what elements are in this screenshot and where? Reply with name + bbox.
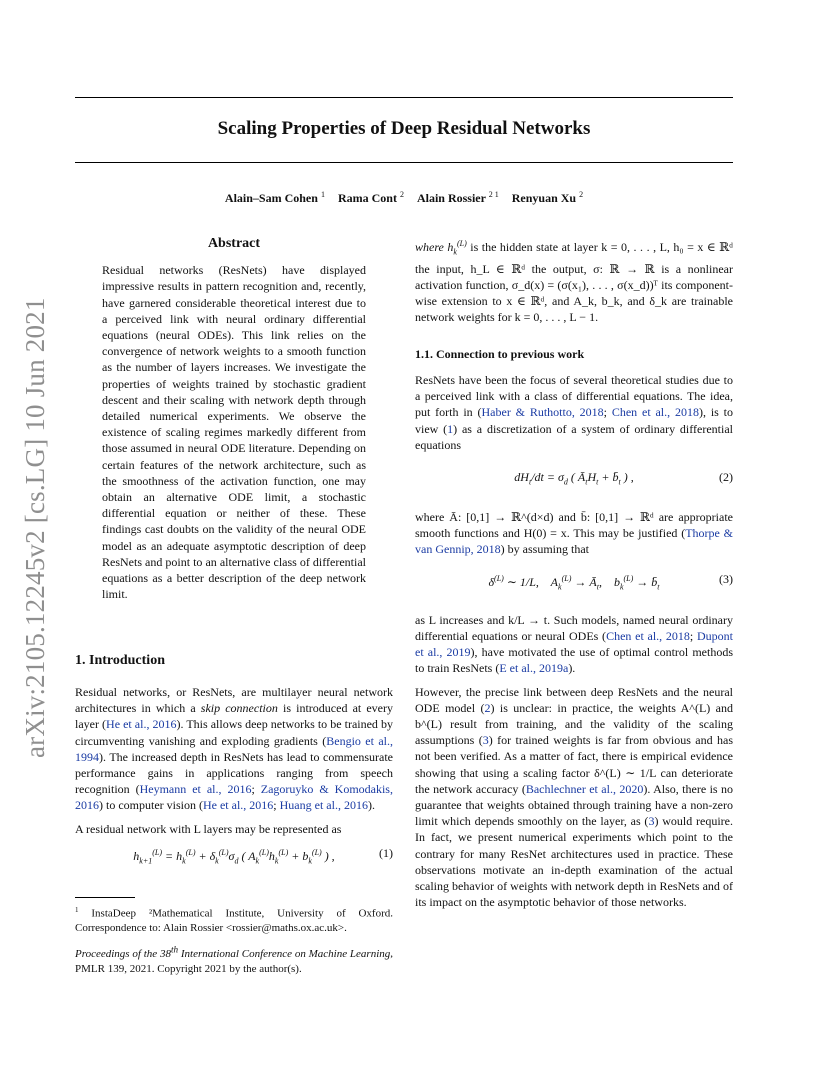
equation-number: (3) (719, 572, 733, 587)
equation-ref-link[interactable]: 3 (482, 733, 489, 748)
where-paragraph: where $h_k^{(L)}$ is the hidden state at layer k = 0, . . . , L, h₀ = x ∈ ℝᵈ the input, h_L ∈ ℝᵈ the output, σ: ℝ → ℝ is a nonlinear activation function, σ_d(x) = (σ(x₁), . . . , σ(x_d))ᵀ its component-wise extension to x ∈ ℝᵈ, and A_k, b_k, and δ_k are trainable network weights for k = 0, . . . , L − 1. (415, 239, 733, 325)
citation-link[interactable]: Huang et al., 2016 (279, 798, 368, 813)
author-list (75, 190, 733, 206)
author: Renyuan Xu $^2$ (511, 190, 584, 205)
citation-link[interactable]: Bachlechner et al., 2020 (525, 781, 644, 796)
equation-number: (2) (719, 470, 733, 485)
arxiv-stamp: arXiv:2105.12245v2 [cs.LG] 10 Jun 2021 (20, 297, 50, 758)
equation-3: $\delta^{(L)}$ ∼ 1/L, $A_k^{(L)}$ → $Ā_t$, $b_k^{(L)}$ → $b̄_t$ (3) (488, 572, 733, 592)
abstract-heading: Abstract (207, 236, 261, 251)
citation-link[interactable]: E et al., 2019a (499, 661, 569, 676)
author: Rama Cont $^2$ (337, 190, 404, 205)
equation-ref-link[interactable]: 3 (648, 814, 655, 829)
equation-number: (1) (379, 845, 393, 860)
abstract-text: Residual networks (ResNets) have displayed impressive results in pattern recognition and, recently, have garnered considerable theoretical interest due to a perceived link with neural ordinary differential equations (neural ODEs). This link relies on the convergence of network weights to a smooth function as the number of layers increases. We investigate the properties of weights trained by stochastic gradient descent and their scaling with network depth through detailed numerical experiments. We observe the existence of scaling regimes markedly different from those assumed in neural ODE literature. Depending on certain features of the network architecture, such as the smoothness of the activation function, one may obtain an alternative ODE limit, a stochastic differential equation or neither of these. These findings cast doubts on the validity of the neural ODE model as an adequate asymptotic description of deep ResNets and point to an alternative class of differential equations as a better description of the deep network limit. (102, 263, 366, 602)
intro-heading: 1. Introduction (75, 653, 165, 668)
body-paragraph: where Ā: [0,1] → ℝ^(d×d) and b̄: [0,1] → ℝᵈ are appropriate smooth functions and H(0) = x. This may be justified (Thorpe & van Gennip, 2018) by assuming that (415, 509, 733, 557)
citation-link[interactable]: Chen et al., 2018 (611, 405, 699, 420)
previous-work-section (415, 372, 733, 917)
author: Alain Rossier $^{2 1}$ (416, 190, 499, 205)
proceedings-note: Proceedings of the 38th International Conference on Machine Learning, PMLR 139, 2021. Copyright 2021 by the author(s). (75, 944, 393, 975)
intro-paragraph: Residual networks, or ResNets, are multilayer neural network architectures in which a skip connection is introduced at every layer (He et al., 2016). This allows deep networks to be trained by circumventing vanishing and exploding gradients (Bengio et al., 1994). The increased depth in ResNets has lead to commensurate performance gains in applications ranging from speech recognition (Heymann et al., 2016; Zagoruyko & Komodakis, 2016) to computer vision (He et al., 2016; Huang et al., 2016). (75, 685, 394, 813)
citation-link[interactable]: Zagoruyko & Komodakis, 2016 (75, 782, 393, 813)
body-paragraph: However, the precise link between deep ResNets and the neural ODE model (2) is unclear: in practice, the weights A^(L) and b^(L) result from training, and the validity of the scaling assumptions (3) for trained weights is far from obvious and has not been verified. As a matter of fact, there is empirical evidence showing that using a scaling factor δ^(L) ∼ 1/L can deteriorate the network accuracy (Bachlechner et al., 2020). Also, there is no guarantee that weights obtained through training have a non-zero limit which depends smoothly on the layer, as (3) would require. In fact, we present numerical experiments which point to the contrary for many ResNet architectures used in practice. These observations motivate an in-depth examination of the actual scaling behavior of weights with network depth in ResNets and of its impact on the asymptotic behavior of those networks. (415, 684, 734, 910)
paper-title: Scaling Properties of Deep Residual Networks (217, 118, 591, 139)
subsection-heading: 1.1. Connection to previous work (415, 347, 585, 361)
footnote-rule (75, 897, 135, 898)
abstract-section (75, 236, 393, 602)
body-paragraph: ResNets have been the focus of several theoretical studies due to a perceived link with a class of differential equations. The idea, put forth in (Haber & Ruthotto, 2018; Chen et al., 2018), is to view (1) as a discretization of a system of ordinary differential equations (415, 373, 733, 452)
body-paragraph: as L increases and k/L → t. Such models, named neural ordinary differential equations or neural ODEs (Chen et al., 2018; Dupont et al., 2019), have motivated the use of optimal control methods to train ResNets (E et al., 2019a). (415, 612, 734, 676)
title-rule-top (75, 97, 733, 98)
intro-section (75, 684, 393, 879)
author: Alain–Sam Cohen $^1$ (224, 190, 325, 205)
equation-ref-link[interactable]: 1 (447, 421, 454, 436)
citation-link[interactable]: Bengio et al., 1994 (75, 733, 393, 764)
footnote: $^1$ InstaDeep ²Mathematical Institute, University of Oxford. Correspondence to: Alain Rossier <rossier@maths.ox.ac.uk>. (75, 906, 393, 934)
citation-link[interactable]: Chen et al., 2018 (606, 629, 690, 644)
intro-paragraph: A residual network with L layers may be represented as (75, 821, 342, 836)
equation-1: $h_{k+1}^{(L)} = h_k^{(L)} + \delta_k^{(L)}\sigma_d$ ( $A_k^{(L)}h_k^{(L)} + b_k^{(L)}$ ) , (1) (133, 845, 393, 866)
equation-ref-link[interactable]: 2 (484, 700, 491, 715)
title-rule-bottom (75, 162, 733, 163)
citation-link[interactable]: Heymann et al., 2016 (139, 782, 252, 797)
citation-link[interactable]: He et al., 2016 (202, 798, 274, 813)
citation-link[interactable]: Thorpe & van Gennip, 2018 (415, 525, 733, 557)
citation-link[interactable]: Dupont et al., 2019 (415, 629, 733, 660)
citation-link[interactable]: Haber & Ruthotto, 2018 (481, 405, 604, 420)
equation-2: $dH_t/dt = \sigma_d$ ( $Ā_tH_t$ + $b̄_t$ ) , (2) (514, 470, 733, 487)
citation-link[interactable]: He et al., 2016 (106, 717, 177, 732)
